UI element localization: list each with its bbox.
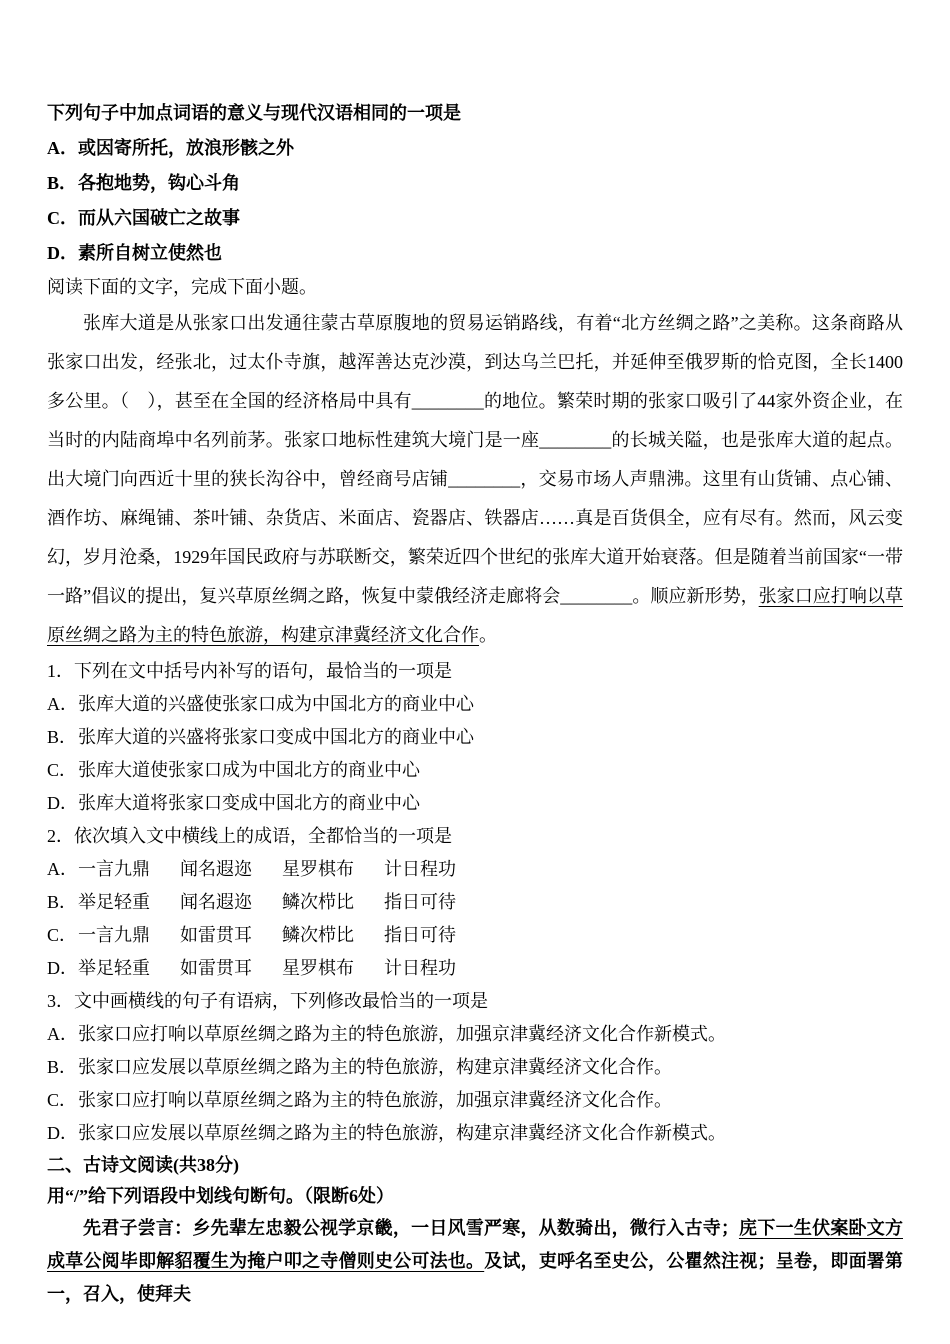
option-text: 而从六国破亡之故事 xyxy=(78,208,240,228)
option-text: 张家口应发展以草原丝绸之路为主的特色旅游，构建京津冀经济文化合作新模式。 xyxy=(78,1123,726,1143)
option-label: D． xyxy=(47,1123,78,1143)
idiom-cell: 如雷贯耳 xyxy=(180,925,252,945)
classical-passage xyxy=(47,1212,903,1311)
question-number: 3． xyxy=(47,991,74,1011)
option-text: 张库大道的兴盛将张家口变成中国北方的商业中心 xyxy=(78,727,474,747)
option-label: D． xyxy=(47,958,78,978)
duanju-instruction: 用“/”给下列语段中划线句断句。（限断6处） xyxy=(47,1186,394,1206)
underlined-text-run: 张家口应打响以草原丝绸之路为主的特色旅游，构建京津冀经济文化合作 xyxy=(47,586,903,645)
q2-option-c xyxy=(47,919,903,952)
q1-option-c xyxy=(47,754,903,787)
q2-option-b xyxy=(47,886,903,919)
option-label: B． xyxy=(47,892,78,912)
option-text: 素所自树立使然也 xyxy=(78,243,222,263)
question-3 xyxy=(47,985,903,1150)
option-label: D． xyxy=(47,243,78,263)
option-text: 张家口应打响以草原丝绸之路为主的特色旅游，加强京津冀经济文化合作新模式。 xyxy=(78,1024,726,1044)
q3-option-c xyxy=(47,1084,903,1117)
option-label: D． xyxy=(47,793,78,813)
question-3-stem xyxy=(47,985,903,1018)
option-label: A． xyxy=(47,694,78,714)
question-1 xyxy=(47,655,903,820)
option-label: C． xyxy=(47,208,78,228)
option-label: C． xyxy=(47,760,78,780)
underlined-text-run: 庑下一生伏案卧文方成草公阅毕即解貂覆生为掩户叩之寺僧则史公可法也。 xyxy=(47,1218,903,1271)
q1-option-a xyxy=(47,688,903,721)
q2-option-d xyxy=(47,952,903,985)
question-stem-text: 下列在文中括号内补写的语句，最恰当的一项是 xyxy=(74,661,452,681)
text-run: 及试，吏呼名至史公，公瞿然注视；呈卷，即面署第一，召入，使拜夫 xyxy=(47,1251,903,1304)
option-label: C． xyxy=(47,1090,78,1110)
word-option-c xyxy=(47,201,903,236)
question-2 xyxy=(47,820,903,985)
idiom-cell: 闻名遐迩 xyxy=(180,892,252,912)
word-option-a xyxy=(47,131,903,166)
idiom-cell: 鳞次栉比 xyxy=(282,925,354,945)
text-run: 张库大道是从张家口出发通往蒙古草原腹地的贸易运销路线，有着“北方丝绸之路”之美称。这条商路从张家口出发，经张北，过太仆寺旗，越浑善达克沙漠，到达乌兰巴托，并延伸至俄罗斯的恰克图，全长1400多公里。（ ），甚至在全国的经济格局中具有________的地位。繁荣时期的张家口吸引了44家外资企业，在当时的内陆商埠中名列前茅。张家口地标性建筑大境门是一座________的长城关隘，也是张库大道的起点。出大境门向西近十里的狭长沟谷中，曾经商号店铺________，交易市场人声鼎沸。这里有山货铺、点心铺、酒作坊、麻绳铺、茶叶铺、杂货店、米面店、瓷器店、铁器店……真是百货俱全，应有尽有。然而，风云变幻，岁月沧桑，1929年国民政府与苏联断交，繁荣近四个世纪的张库大道开始衰落。但是随着当前国家“一带一路”倡议的提出，复兴草原丝绸之路，恢复中蒙俄经济走廊将会________。顺应新形势， xyxy=(47,313,903,606)
idiom-cell: 一言九鼎 xyxy=(78,859,150,879)
reading-passage xyxy=(47,304,903,655)
option-label: A． xyxy=(47,138,78,158)
word-option-d xyxy=(47,236,903,271)
text-run: 。 xyxy=(479,625,497,645)
option-text: 张库大道使张家口成为中国北方的商业中心 xyxy=(78,760,420,780)
option-text: 张家口应发展以草原丝绸之路为主的特色旅游，构建京津冀经济文化合作。 xyxy=(78,1057,672,1077)
idiom-cell: 如雷贯耳 xyxy=(180,958,252,978)
question-2-stem xyxy=(47,820,903,853)
option-label: B． xyxy=(47,1057,78,1077)
q3-option-d xyxy=(47,1117,903,1150)
option-label: C． xyxy=(47,925,78,945)
q1-option-d xyxy=(47,787,903,820)
idiom-cell: 星罗棋布 xyxy=(282,958,354,978)
option-label: B． xyxy=(47,727,78,747)
word-option-b xyxy=(47,166,903,201)
question-stem-text: 依次填入文中横线上的成语，全都恰当的一项是 xyxy=(74,826,452,846)
idiom-cell: 计日程功 xyxy=(384,958,456,978)
option-label: A． xyxy=(47,1024,78,1044)
reading-instruction: 阅读下面的文字，完成下面小题。 xyxy=(47,277,317,297)
q2-option-a xyxy=(47,853,903,886)
question-number: 1． xyxy=(47,661,74,681)
idiom-cell: 举足轻重 xyxy=(78,958,150,978)
idiom-cell: 计日程功 xyxy=(384,859,456,879)
idiom-cell: 指日可待 xyxy=(384,925,456,945)
option-label: A． xyxy=(47,859,78,879)
question-1-stem xyxy=(47,655,903,688)
text-run: 先君子尝言：乡先辈左忠毅公视学京畿，一日风雪严寒，从数骑出，微行入古寺； xyxy=(83,1218,739,1238)
idiom-cell: 闻名遐迩 xyxy=(180,859,252,879)
idiom-cell: 星罗棋布 xyxy=(282,859,354,879)
option-text: 张库大道的兴盛使张家口成为中国北方的商业中心 xyxy=(78,694,474,714)
word-meaning-question-stem: 下列句子中加点词语的意义与现代汉语相同的一项是 xyxy=(47,103,461,123)
idiom-cell: 鳞次栉比 xyxy=(282,892,354,912)
idiom-cell: 指日可待 xyxy=(384,892,456,912)
idiom-cell: 举足轻重 xyxy=(78,892,150,912)
option-text: 张家口应打响以草原丝绸之路为主的特色旅游，加强京津冀经济文化合作。 xyxy=(78,1090,672,1110)
q3-option-b xyxy=(47,1051,903,1084)
option-label: B． xyxy=(47,173,78,193)
question-number: 2． xyxy=(47,826,74,846)
q1-option-b xyxy=(47,721,903,754)
question-stem-text: 文中画横线的句子有语病，下列修改最恰当的一项是 xyxy=(74,991,488,1011)
q3-option-a xyxy=(47,1018,903,1051)
option-text: 或因寄所托，放浪形骸之外 xyxy=(78,138,294,158)
option-text: 各抱地势，钩心斗角 xyxy=(78,173,240,193)
section-2-title: 二、古诗文阅读(共38分) xyxy=(47,1155,239,1175)
idiom-cell: 一言九鼎 xyxy=(78,925,150,945)
option-text: 张库大道将张家口变成中国北方的商业中心 xyxy=(78,793,420,813)
